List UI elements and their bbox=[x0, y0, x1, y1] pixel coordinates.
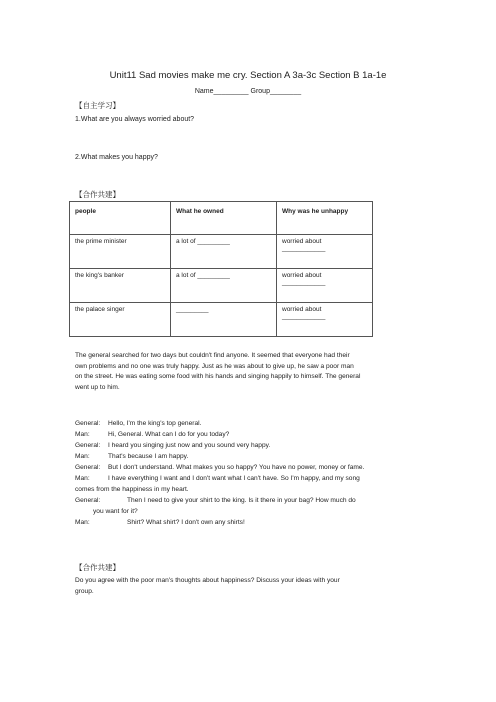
line-text: That's because I am happy. bbox=[108, 453, 189, 460]
coop-heading-1: 【合作共建】 bbox=[75, 190, 120, 199]
dialogue-line bbox=[75, 451, 373, 462]
coop-heading-2: 【合作共建】 bbox=[75, 563, 120, 572]
line-text: Shirt? What shirt? I don't own any shirts! bbox=[127, 519, 245, 526]
cell-person: the palace singer bbox=[70, 303, 171, 337]
speaker: Man: bbox=[75, 475, 90, 482]
line-text: Hello, I'm the king's top general. bbox=[108, 420, 202, 427]
people-table bbox=[69, 201, 373, 337]
dialogue-line bbox=[75, 429, 373, 440]
speaker: General: bbox=[75, 497, 101, 504]
dialogue-line bbox=[75, 473, 373, 484]
prompt-line: Do you agree with the poor man's thoughts about happiness? Discuss your ideas with your bbox=[75, 577, 340, 584]
speaker: Man: bbox=[75, 431, 90, 438]
dialogue-line bbox=[75, 440, 373, 451]
cell-owned: _________ bbox=[171, 303, 277, 337]
dialogue-line bbox=[75, 462, 373, 473]
prompt-line: group. bbox=[75, 587, 94, 595]
story-line: own problems and no one was truly happy. Just as he was about to give up, he saw a poor man bbox=[75, 362, 354, 370]
story-line: went up to him. bbox=[75, 383, 120, 391]
cell-person: the prime minister bbox=[70, 235, 171, 269]
header-why: Why was he unhappy bbox=[277, 202, 373, 235]
question-2: 2.What makes you happy? bbox=[75, 154, 158, 161]
why-text: worried about bbox=[282, 272, 322, 279]
why-text: worried about bbox=[282, 306, 322, 313]
line-text: I have everything I want and I don't want what I can't have. So I'm happy, and my song bbox=[108, 475, 360, 482]
why-blank: ____________ bbox=[282, 279, 326, 286]
self-study-heading: 【自主学习】 bbox=[75, 101, 120, 110]
dialogue bbox=[75, 418, 373, 528]
line-text: Then I need to give your shirt to the king. Is it there in your bag? How much do bbox=[127, 497, 356, 504]
story-paragraph bbox=[75, 351, 373, 393]
cell-why bbox=[277, 269, 373, 303]
speaker: General: bbox=[75, 464, 101, 471]
table-row bbox=[70, 303, 373, 337]
name-group-line: Name_________ Group________ bbox=[194, 88, 302, 95]
question-1: 1.What are you always worried about? bbox=[75, 116, 195, 123]
line-text: I heard you singing just now and you sound very happy. bbox=[108, 442, 271, 449]
story-line: The general searched for two days but couldn't find anyone. It seemed that everyone had their bbox=[75, 352, 350, 359]
line-text: you want for it? bbox=[93, 508, 138, 515]
dialogue-line bbox=[75, 506, 373, 517]
cell-owned: a lot of _________ bbox=[171, 235, 277, 269]
speaker: General: bbox=[75, 442, 101, 449]
cell-why bbox=[277, 303, 373, 337]
header-people: people bbox=[70, 202, 171, 235]
dialogue-line bbox=[75, 517, 373, 528]
why-blank: ____________ bbox=[282, 313, 326, 320]
header-owned: What he owned bbox=[171, 202, 277, 235]
dialogue-line bbox=[75, 495, 373, 506]
speaker: Man: bbox=[75, 519, 90, 526]
story-line: on the street. He was eating some food with his hands and singing happily to himself. The general bbox=[75, 373, 361, 380]
line-text: comes from the happiness in my heart. bbox=[75, 486, 189, 493]
cell-person: the king's banker bbox=[70, 269, 171, 303]
speaker: General: bbox=[75, 420, 101, 427]
why-text: worried about bbox=[282, 238, 322, 245]
table-row bbox=[70, 235, 373, 269]
line-text: Hi, General. What can I do for you today? bbox=[108, 431, 230, 438]
line-text: But I don't understand. What makes you so happy? You have no power, money or fame. bbox=[108, 464, 365, 471]
page-title: Unit11 Sad movies make me cry. Section A 3a-3c Section B 1a-1e bbox=[109, 70, 387, 81]
dialogue-line bbox=[75, 484, 373, 495]
discussion-prompt bbox=[75, 576, 373, 597]
why-blank: ____________ bbox=[282, 245, 326, 252]
dialogue-line bbox=[75, 418, 373, 429]
table-header-row bbox=[70, 202, 373, 235]
cell-owned: a lot of _________ bbox=[171, 269, 277, 303]
cell-why bbox=[277, 235, 373, 269]
speaker: Man: bbox=[75, 453, 90, 460]
table-row bbox=[70, 269, 373, 303]
